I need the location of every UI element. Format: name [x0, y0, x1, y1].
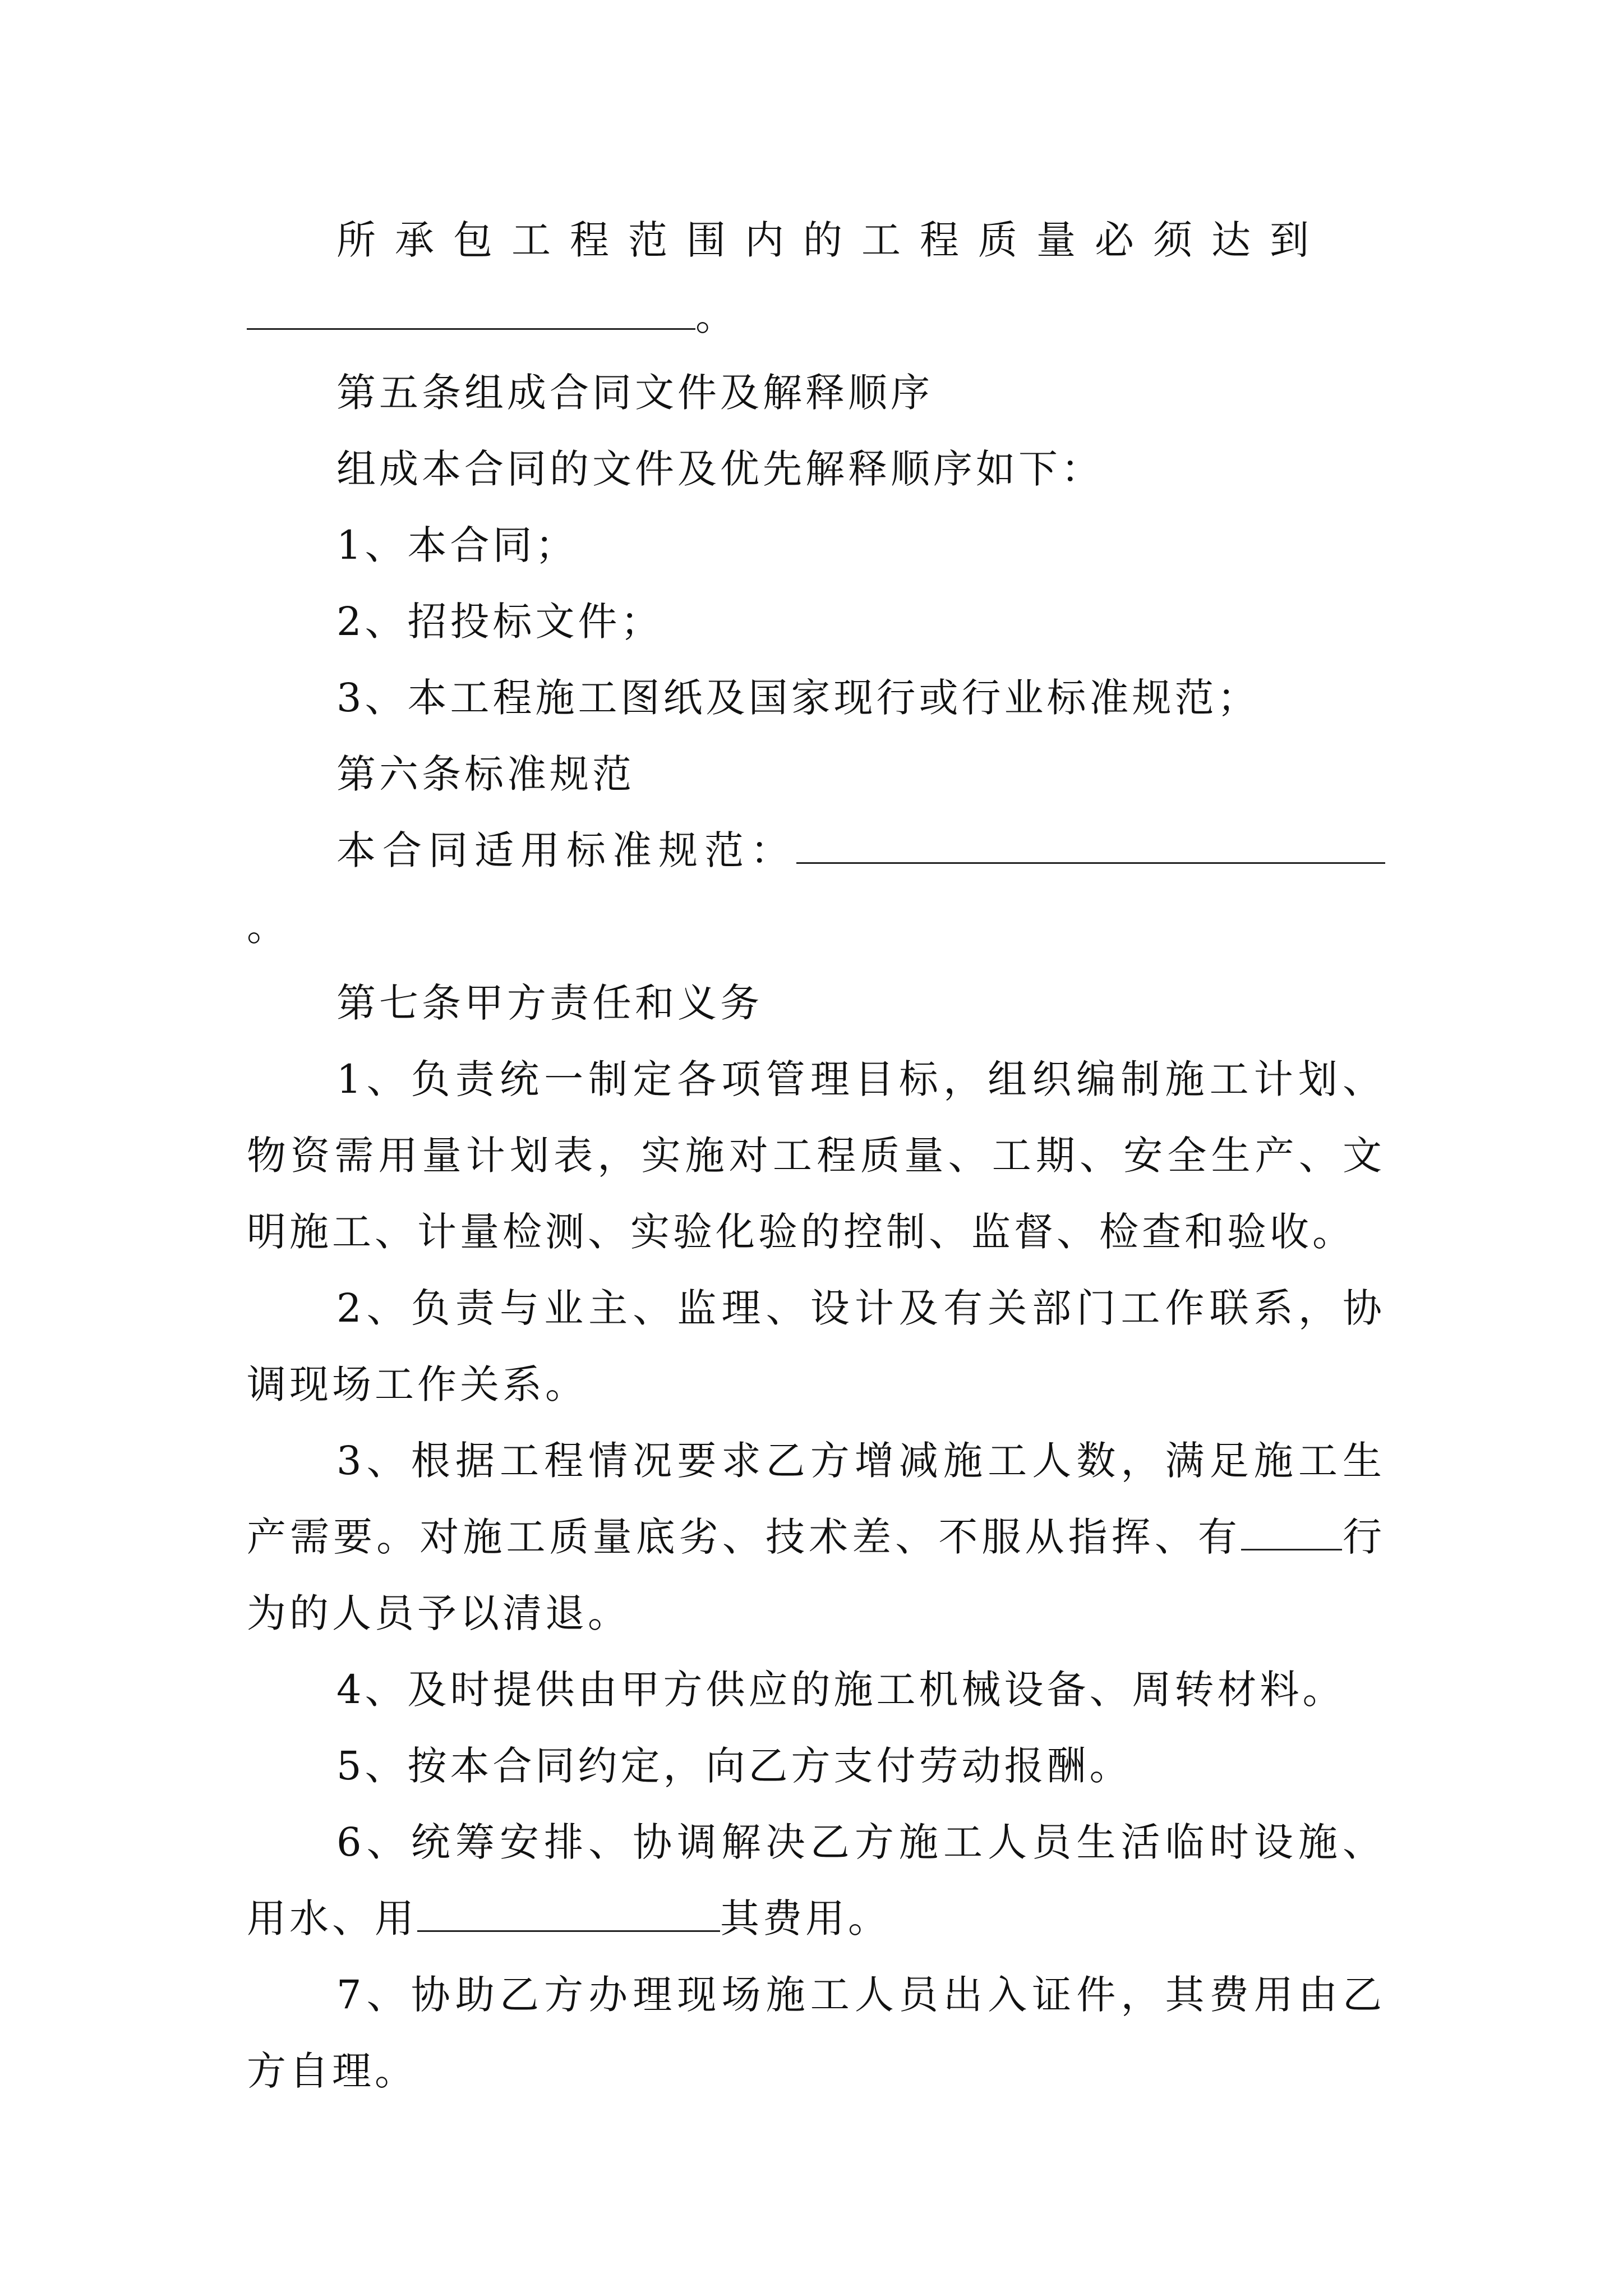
quality-text: 所承包工程范围内的工程质量必须达到	[336, 217, 1328, 263]
standards-blank	[796, 829, 1385, 864]
article6-paragraph	[247, 812, 1385, 965]
article6-text: 本合同适用标准规范：	[336, 827, 796, 873]
article7-item-5: 5、按本合同约定，向乙方支付劳动报酬。	[336, 1743, 1132, 1789]
behavior-blank	[1241, 1515, 1342, 1550]
article5-item-2: 2、招投标文件；	[336, 599, 663, 645]
quality-end: 。	[695, 293, 738, 339]
article6-end: 。	[247, 904, 289, 950]
article7-item-6	[247, 1804, 1385, 1957]
article7-item-4: 4、及时提供由甲方供应的施工机械设备、周转材料。	[336, 1667, 1345, 1713]
article7-item-3	[247, 1423, 1385, 1651]
article5-item-3: 3、本工程施工图纸及国家现行或行业标准规范；	[336, 675, 1260, 721]
quality-blank	[247, 295, 695, 330]
article7-item-2: 2、负责与业主、监理、设计及有关部门工作联系，协调现场工作关系。	[247, 1285, 1385, 1407]
article5-intro: 组成本合同的文件及优先解释顺序如下：	[336, 446, 1104, 492]
document-body	[247, 202, 1385, 2109]
article5-title: 第五条组成合同文件及解释顺序	[336, 370, 933, 416]
article7-title: 第七条甲方责任和义务	[336, 980, 763, 1026]
article7-item-3-text-a: 3、根据工程情况要求乙方增减施工人数，满足施工生产需要。对施工质量底劣、技术差、不服从指挥、有	[247, 1438, 1385, 1560]
quality-blank-line	[247, 278, 1385, 355]
article6-title: 第六条标准规范	[336, 751, 635, 797]
utility-blank	[417, 1897, 720, 1932]
article5-item-1: 1、本合同；	[336, 522, 578, 568]
article7-item-7: 7、协助乙方办理现场施工人员出入证件，其费用由乙方自理。	[247, 1972, 1385, 2094]
article7-item-6-text-b: 其费用。	[720, 1895, 891, 1941]
article7-item-1: 1、负责统一制定各项管理目标，组织编制施工计划、物资需用量计划表，实施对工程质量、工期、安全生产、文明施工、计量检测、实验化验的控制、监督、检查和验收。	[247, 1056, 1385, 1255]
article7-item-6-text-a: 6、统筹安排、协调解决乙方施工人员生活临时设施、用水、用	[247, 1819, 1385, 1941]
quality-paragraph	[247, 202, 1385, 278]
article7-item-3-text-b: 行为的人员予以清退。	[247, 1514, 1386, 1636]
